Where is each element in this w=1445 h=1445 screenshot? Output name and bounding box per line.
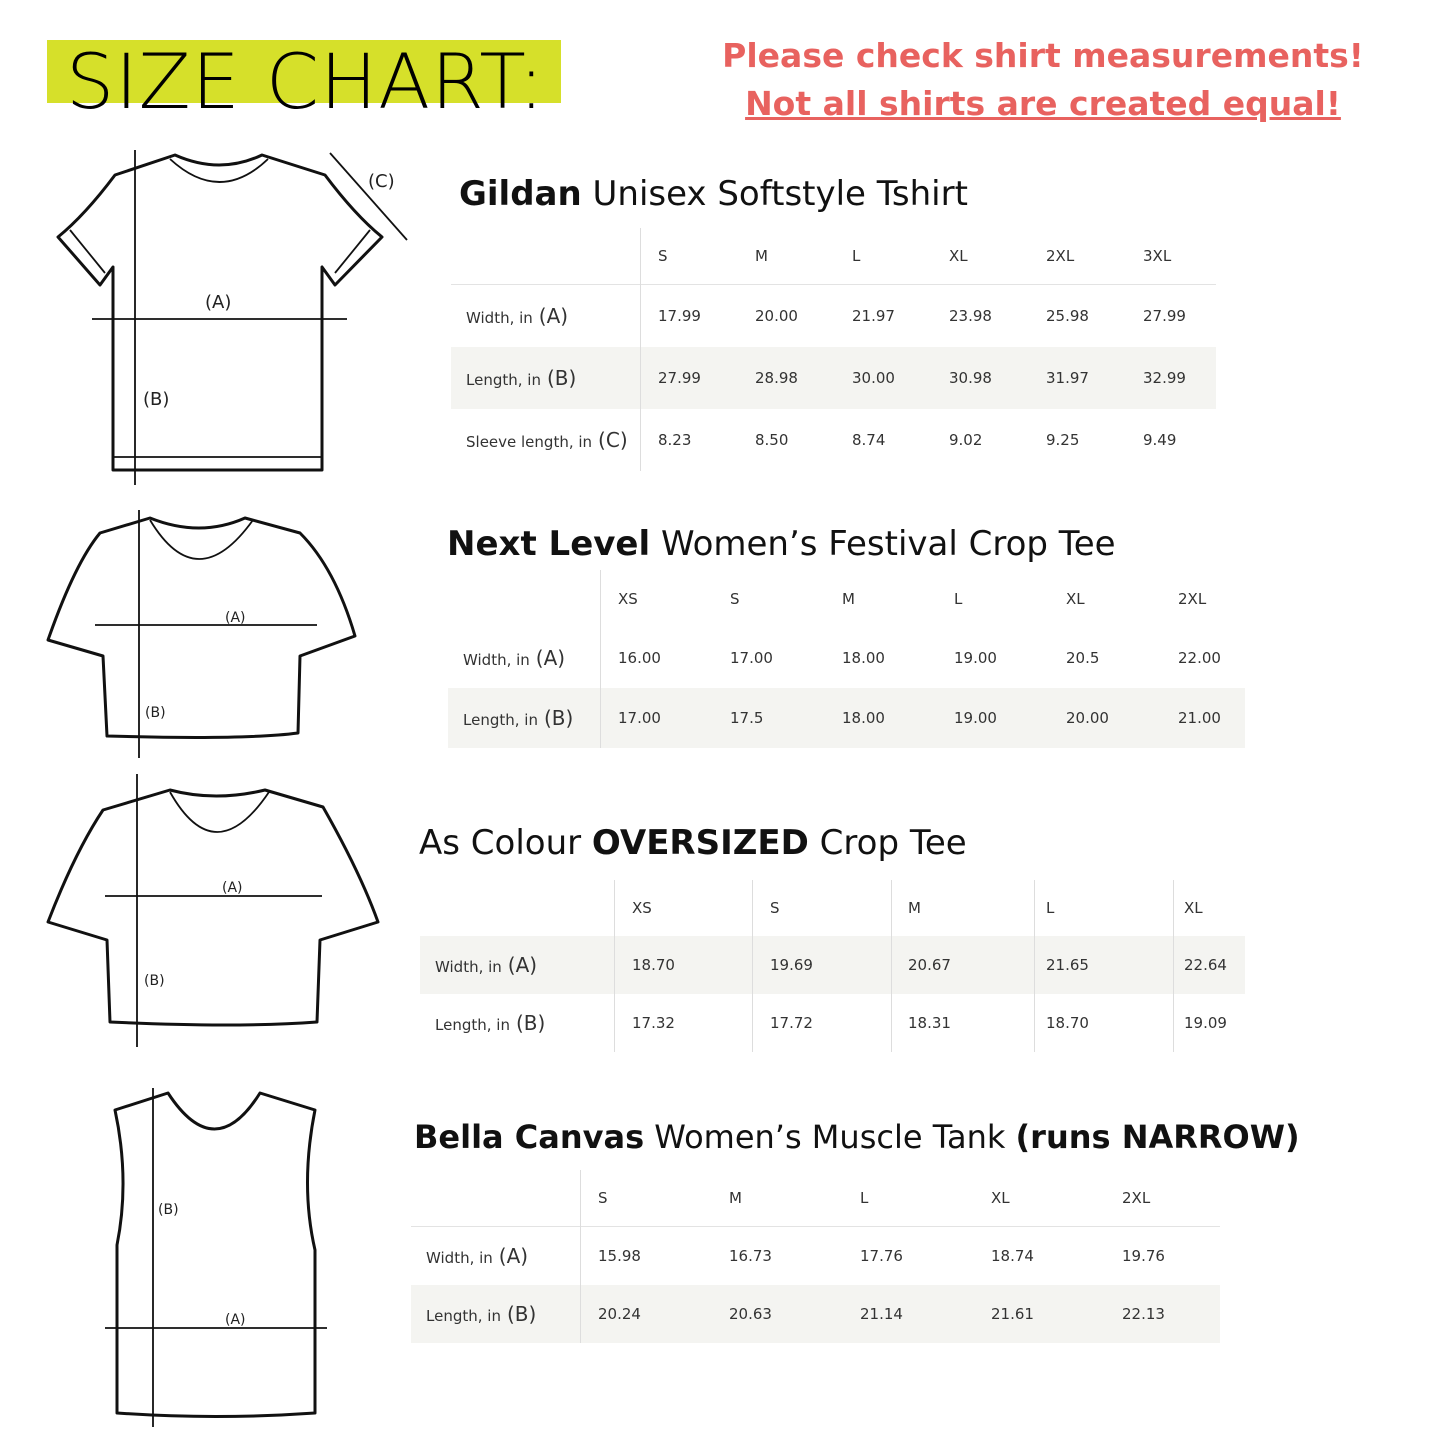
row-label xyxy=(451,304,640,328)
header-row xyxy=(448,570,1245,628)
value-cell: 19.00 xyxy=(954,649,997,667)
value-cell: 17.32 xyxy=(632,1014,675,1032)
row-mark: (C) xyxy=(598,428,628,452)
value-cell: 22.64 xyxy=(1184,956,1227,974)
value-cell: 18.00 xyxy=(842,649,885,667)
warning-line-2: Not all shirts are created equal! xyxy=(745,84,1341,123)
row-label xyxy=(420,953,614,977)
value-cell: 8.23 xyxy=(658,431,692,449)
table-row xyxy=(451,347,1216,409)
size-header: 2XL xyxy=(1178,590,1207,608)
value-cell: 19.00 xyxy=(954,709,997,727)
oversized-crop-tee-diagram xyxy=(45,772,385,1052)
header-row xyxy=(411,1170,1220,1227)
column-divider xyxy=(614,880,615,1052)
row-mark: (B) xyxy=(515,1011,546,1035)
value-cell: 31.97 xyxy=(1046,369,1089,387)
value-cell: 8.50 xyxy=(755,431,789,449)
value-cell: 8.74 xyxy=(852,431,886,449)
column-divider xyxy=(1034,880,1035,1052)
value-cell: 9.25 xyxy=(1046,431,1080,449)
row-label-text: Width, in xyxy=(435,958,502,976)
value-cell: 30.98 xyxy=(949,369,992,387)
size-header: L xyxy=(852,247,861,265)
value-cell: 21.14 xyxy=(860,1305,903,1323)
crop-tee-diagram xyxy=(45,508,365,763)
value-cell: 18.31 xyxy=(908,1014,951,1032)
product: Women’s Muscle Tank xyxy=(644,1118,1016,1156)
brand: Gildan xyxy=(459,174,582,214)
value-cell: 28.98 xyxy=(755,369,798,387)
label-c: (C) xyxy=(368,171,395,192)
value-cell: 27.99 xyxy=(658,369,701,387)
gildan-title xyxy=(459,174,968,214)
value-cell: 22.00 xyxy=(1178,649,1221,667)
size-header: L xyxy=(860,1189,869,1207)
value-cell: 18.00 xyxy=(842,709,885,727)
value-cell: 19.69 xyxy=(770,956,813,974)
row-mark: (A) xyxy=(538,304,569,328)
gildan-size-table xyxy=(451,228,1216,471)
row-label xyxy=(411,1302,580,1326)
value-cell: 32.99 xyxy=(1143,369,1186,387)
value-cell: 17.00 xyxy=(618,709,661,727)
as-colour-title xyxy=(419,823,967,863)
value-cell: 9.02 xyxy=(949,431,983,449)
tshirt-diagram xyxy=(50,145,420,490)
brand: Bella Canvas xyxy=(414,1118,645,1156)
product: Crop Tee xyxy=(808,823,967,863)
row-label-text: Length, in xyxy=(463,711,538,729)
row-label-text: Length, in xyxy=(466,371,541,389)
value-cell: 19.09 xyxy=(1184,1014,1227,1032)
header-row xyxy=(420,880,1245,936)
value-cell: 17.76 xyxy=(860,1247,903,1265)
column-divider xyxy=(580,1170,581,1343)
size-header: L xyxy=(954,590,963,608)
column-divider xyxy=(640,228,641,471)
size-header: L xyxy=(1046,899,1055,917)
size-header: XS xyxy=(632,899,652,917)
row-label xyxy=(451,428,640,452)
value-cell: 20.5 xyxy=(1066,649,1100,667)
label-b: (B) xyxy=(143,389,170,410)
size-header: 3XL xyxy=(1143,247,1172,265)
value-cell: 27.99 xyxy=(1143,307,1186,325)
table-row xyxy=(420,994,1245,1052)
value-cell: 19.76 xyxy=(1122,1247,1165,1265)
value-cell: 17.5 xyxy=(730,709,764,727)
value-cell: 17.00 xyxy=(730,649,773,667)
row-label xyxy=(420,1011,614,1035)
column-divider xyxy=(600,570,601,748)
size-header: S xyxy=(598,1189,608,1207)
table-row xyxy=(451,285,1216,347)
value-cell: 20.63 xyxy=(729,1305,772,1323)
bella-canvas-size-table xyxy=(411,1170,1220,1343)
value-cell: 16.73 xyxy=(729,1247,772,1265)
value-cell: 16.00 xyxy=(618,649,661,667)
table-row xyxy=(411,1285,1220,1343)
value-cell: 22.13 xyxy=(1122,1305,1165,1323)
value-cell: 21.65 xyxy=(1046,956,1089,974)
size-header: S xyxy=(770,899,780,917)
row-label xyxy=(448,646,600,670)
value-cell: 18.74 xyxy=(991,1247,1034,1265)
value-cell: 20.00 xyxy=(755,307,798,325)
row-label xyxy=(451,366,640,390)
size-header: XL xyxy=(1066,590,1085,608)
value-cell: 20.67 xyxy=(908,956,951,974)
label-a: (A) xyxy=(222,880,243,896)
value-cell: 17.72 xyxy=(770,1014,813,1032)
size-header: XL xyxy=(991,1189,1010,1207)
brand: OVERSIZED xyxy=(591,823,809,863)
value-cell: 21.00 xyxy=(1178,709,1221,727)
warning-line-1: Please check shirt measurements! xyxy=(722,36,1364,75)
label-a: (A) xyxy=(205,292,232,313)
size-header: M xyxy=(755,247,768,265)
size-header: M xyxy=(842,590,855,608)
table-row xyxy=(420,936,1245,994)
table-row xyxy=(448,688,1245,748)
column-divider xyxy=(1173,880,1174,1052)
row-mark: (B) xyxy=(506,1302,537,1326)
value-cell: 20.00 xyxy=(1066,709,1109,727)
label-b: (B) xyxy=(144,973,165,989)
row-label-text: Width, in xyxy=(466,309,533,327)
size-header: XL xyxy=(949,247,968,265)
as-colour-size-table xyxy=(420,880,1245,1052)
row-mark: (B) xyxy=(543,706,574,730)
size-header: XL xyxy=(1184,899,1203,917)
product: Unisex Softstyle Tshirt xyxy=(581,174,968,214)
value-cell: 23.98 xyxy=(949,307,992,325)
header-row xyxy=(451,228,1216,285)
row-mark: (A) xyxy=(535,646,566,670)
table-row xyxy=(451,409,1216,471)
row-label xyxy=(448,706,600,730)
table-row xyxy=(448,628,1245,688)
size-header: M xyxy=(908,899,921,917)
next-level-size-table xyxy=(448,570,1245,748)
value-cell: 18.70 xyxy=(1046,1014,1089,1032)
suffix: (runs NARROW) xyxy=(1015,1118,1300,1156)
table-row xyxy=(411,1227,1220,1285)
row-label xyxy=(411,1244,580,1268)
row-label-text: Sleeve length, in xyxy=(466,433,593,451)
size-header: 2XL xyxy=(1046,247,1075,265)
size-header: XS xyxy=(618,590,638,608)
row-label-text: Width, in xyxy=(426,1249,493,1267)
size-header: S xyxy=(730,590,740,608)
row-label-text: Width, in xyxy=(463,651,530,669)
label-a: (A) xyxy=(225,610,246,626)
brand: Next Level xyxy=(447,524,651,564)
value-cell: 15.98 xyxy=(598,1247,641,1265)
size-header: 2XL xyxy=(1122,1189,1151,1207)
product: Women’s Festival Crop Tee xyxy=(650,524,1116,564)
column-divider xyxy=(891,880,892,1052)
size-header: S xyxy=(658,247,668,265)
value-cell: 25.98 xyxy=(1046,307,1089,325)
value-cell: 21.97 xyxy=(852,307,895,325)
column-divider xyxy=(752,880,753,1052)
label-a: (A) xyxy=(225,1312,246,1328)
next-level-title xyxy=(447,524,1116,564)
value-cell: 30.00 xyxy=(852,369,895,387)
label-b: (B) xyxy=(145,705,166,721)
row-label-text: Length, in xyxy=(435,1016,510,1034)
value-cell: 17.99 xyxy=(658,307,701,325)
label-b: (B) xyxy=(158,1202,179,1218)
prefix: As Colour xyxy=(419,823,592,863)
value-cell: 9.49 xyxy=(1143,431,1177,449)
size-header: M xyxy=(729,1189,742,1207)
value-cell: 18.70 xyxy=(632,956,675,974)
row-mark: (A) xyxy=(498,1244,529,1268)
value-cell: 20.24 xyxy=(598,1305,641,1323)
page-title: SIZE CHART: xyxy=(66,37,546,126)
bella-canvas-title xyxy=(414,1118,1300,1156)
muscle-tank-diagram xyxy=(100,1085,335,1430)
row-mark: (A) xyxy=(507,953,538,977)
row-mark: (B) xyxy=(546,366,577,390)
value-cell: 21.61 xyxy=(991,1305,1034,1323)
row-label-text: Length, in xyxy=(426,1307,501,1325)
